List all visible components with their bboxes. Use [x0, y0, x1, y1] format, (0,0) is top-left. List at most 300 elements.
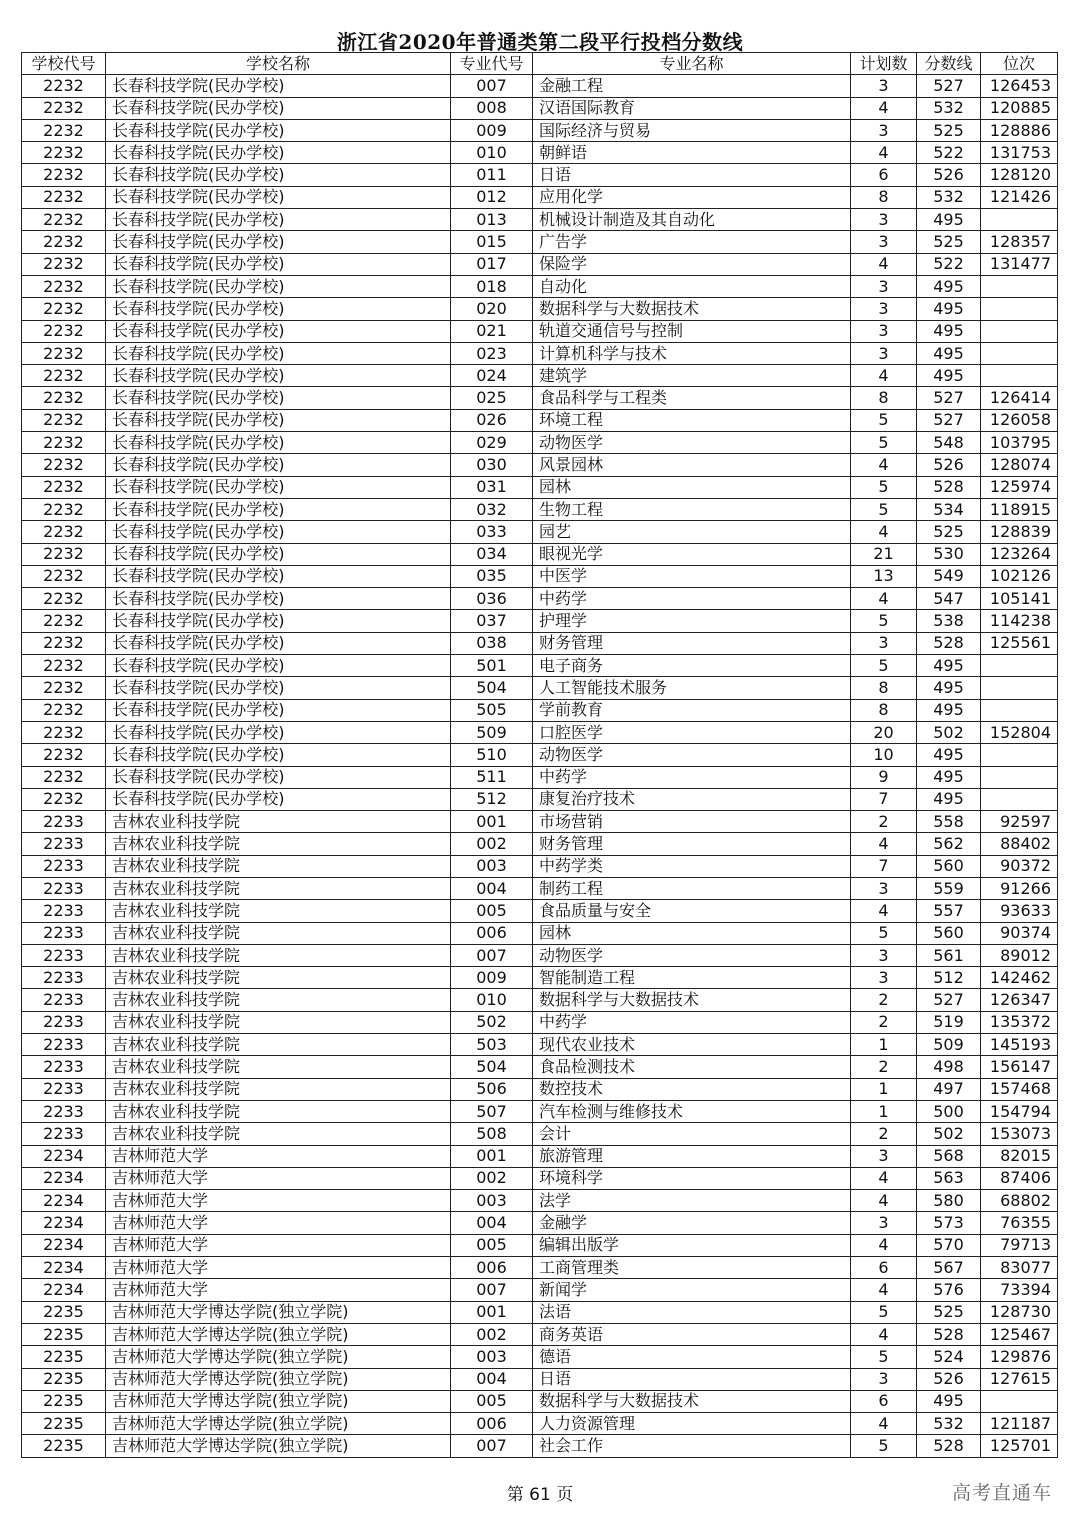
table-row — [22, 632, 1058, 654]
cell-major-name: 现代农业技术 — [533, 1034, 851, 1056]
cell-major-code: 018 — [451, 275, 533, 297]
cell-school-code: 2232 — [22, 655, 106, 677]
cell-rank: 68802 — [981, 1190, 1058, 1212]
cell-rank — [981, 655, 1058, 677]
cell-plan-count: 4 — [851, 142, 917, 164]
cell-score-line: 502 — [917, 721, 981, 743]
cell-school-name: 长春科技学院(民办学校) — [106, 97, 451, 119]
cell-score-line: 495 — [917, 766, 981, 788]
cell-major-code: 007 — [451, 1279, 533, 1301]
table-row — [22, 766, 1058, 788]
header-school-name: 学校名称 — [106, 53, 451, 75]
cell-major-code: 023 — [451, 342, 533, 364]
cell-major-code: 035 — [451, 565, 533, 587]
cell-plan-count: 4 — [851, 1279, 917, 1301]
cell-major-name: 计算机科学与技术 — [533, 342, 851, 364]
cell-school-name: 长春科技学院(民办学校) — [106, 75, 451, 97]
cell-school-code: 2233 — [22, 877, 106, 899]
cell-score-line: 502 — [917, 1123, 981, 1145]
cell-school-code: 2235 — [22, 1301, 106, 1323]
cell-score-line: 495 — [917, 298, 981, 320]
cell-rank — [981, 342, 1058, 364]
table-row — [22, 543, 1058, 565]
cell-school-name: 长春科技学院(民办学校) — [106, 231, 451, 253]
cell-school-code: 2232 — [22, 476, 106, 498]
header-rank: 位次 — [981, 53, 1058, 75]
cell-school-code: 2232 — [22, 543, 106, 565]
cell-major-code: 029 — [451, 432, 533, 454]
cell-major-code: 503 — [451, 1034, 533, 1056]
cell-score-line: 526 — [917, 1368, 981, 1390]
cell-major-name: 建筑学 — [533, 365, 851, 387]
cell-school-code: 2234 — [22, 1167, 106, 1189]
cell-school-code: 2235 — [22, 1413, 106, 1435]
cell-plan-count: 3 — [851, 320, 917, 342]
cell-score-line: 512 — [917, 967, 981, 989]
cell-major-name: 汉语国际教育 — [533, 97, 851, 119]
cell-school-code: 2235 — [22, 1390, 106, 1412]
cell-major-name: 数控技术 — [533, 1078, 851, 1100]
cell-score-line: 527 — [917, 75, 981, 97]
cell-school-code: 2233 — [22, 900, 106, 922]
table-row — [22, 610, 1058, 632]
cell-major-name: 旅游管理 — [533, 1145, 851, 1167]
cell-plan-count: 4 — [851, 588, 917, 610]
cell-major-name: 中药学 — [533, 588, 851, 610]
table-row — [22, 967, 1058, 989]
cell-school-code: 2232 — [22, 632, 106, 654]
cell-score-line: 549 — [917, 565, 981, 587]
cell-school-name: 长春科技学院(民办学校) — [106, 744, 451, 766]
cell-major-code: 502 — [451, 1011, 533, 1033]
cell-school-name: 吉林农业科技学院 — [106, 944, 451, 966]
cell-major-name: 环境工程 — [533, 409, 851, 431]
cell-rank: 87406 — [981, 1167, 1058, 1189]
cell-major-name: 食品质量与安全 — [533, 900, 851, 922]
cell-score-line: 567 — [917, 1257, 981, 1279]
cell-rank: 142462 — [981, 967, 1058, 989]
cell-major-name: 动物医学 — [533, 944, 851, 966]
cell-school-name: 长春科技学院(民办学校) — [106, 253, 451, 275]
cell-rank: 128730 — [981, 1301, 1058, 1323]
cell-rank: 128120 — [981, 164, 1058, 186]
table-row — [22, 1257, 1058, 1279]
cell-school-code: 2232 — [22, 521, 106, 543]
cell-major-name: 市场营销 — [533, 811, 851, 833]
cell-plan-count: 5 — [851, 409, 917, 431]
cell-major-code: 017 — [451, 253, 533, 275]
cell-school-code: 2235 — [22, 1368, 106, 1390]
table-row — [22, 1435, 1058, 1457]
cell-school-name: 吉林师范大学博达学院(独立学院) — [106, 1435, 451, 1457]
cell-school-name: 长春科技学院(民办学校) — [106, 142, 451, 164]
cell-school-name: 吉林农业科技学院 — [106, 833, 451, 855]
cell-major-name: 金融工程 — [533, 75, 851, 97]
cell-school-code: 2233 — [22, 922, 106, 944]
cell-score-line: 526 — [917, 454, 981, 476]
cell-major-name: 自动化 — [533, 275, 851, 297]
cell-score-line: 547 — [917, 588, 981, 610]
cell-school-name: 吉林农业科技学院 — [106, 900, 451, 922]
cell-school-name: 吉林师范大学 — [106, 1167, 451, 1189]
cell-major-code: 007 — [451, 944, 533, 966]
cell-school-code: 2232 — [22, 610, 106, 632]
cell-score-line: 525 — [917, 1301, 981, 1323]
cell-school-name: 长春科技学院(民办学校) — [106, 721, 451, 743]
cell-school-code: 2233 — [22, 1100, 106, 1122]
cell-school-name: 长春科技学院(民办学校) — [106, 588, 451, 610]
cell-school-code: 2233 — [22, 811, 106, 833]
cell-score-line: 495 — [917, 788, 981, 810]
cell-score-line: 525 — [917, 231, 981, 253]
cell-plan-count: 7 — [851, 788, 917, 810]
cell-rank: 152804 — [981, 721, 1058, 743]
table-row — [22, 365, 1058, 387]
cell-school-code: 2232 — [22, 454, 106, 476]
cell-major-code: 006 — [451, 1257, 533, 1279]
cell-major-name: 机械设计制造及其自动化 — [533, 209, 851, 231]
cell-score-line: 580 — [917, 1190, 981, 1212]
table-row — [22, 1234, 1058, 1256]
cell-score-line: 509 — [917, 1034, 981, 1056]
cell-school-code: 2235 — [22, 1346, 106, 1368]
cell-major-code: 008 — [451, 97, 533, 119]
cell-major-code: 005 — [451, 1234, 533, 1256]
cell-score-line: 528 — [917, 632, 981, 654]
cell-major-name: 法语 — [533, 1301, 851, 1323]
cell-score-line: 570 — [917, 1234, 981, 1256]
cell-score-line: 495 — [917, 342, 981, 364]
cell-school-code: 2232 — [22, 209, 106, 231]
cell-school-name: 吉林师范大学博达学院(独立学院) — [106, 1346, 451, 1368]
cell-plan-count: 1 — [851, 1078, 917, 1100]
cell-major-name: 国际经济与贸易 — [533, 119, 851, 141]
cell-score-line: 538 — [917, 610, 981, 632]
cell-plan-count: 2 — [851, 811, 917, 833]
cell-rank: 126347 — [981, 989, 1058, 1011]
cell-school-name: 吉林农业科技学院 — [106, 989, 451, 1011]
cell-major-name: 学前教育 — [533, 699, 851, 721]
cell-school-name: 长春科技学院(民办学校) — [106, 209, 451, 231]
cell-major-name: 财务管理 — [533, 632, 851, 654]
table-row — [22, 1034, 1058, 1056]
cell-plan-count: 1 — [851, 1100, 917, 1122]
cell-rank: 128074 — [981, 454, 1058, 476]
cell-plan-count: 7 — [851, 855, 917, 877]
cell-school-code: 2233 — [22, 944, 106, 966]
cell-major-name: 应用化学 — [533, 186, 851, 208]
cell-plan-count: 8 — [851, 677, 917, 699]
cell-plan-count: 4 — [851, 97, 917, 119]
cell-plan-count: 6 — [851, 1390, 917, 1412]
cell-score-line: 495 — [917, 275, 981, 297]
cell-score-line: 525 — [917, 521, 981, 543]
cell-plan-count: 4 — [851, 454, 917, 476]
cell-rank: 127615 — [981, 1368, 1058, 1390]
cell-rank: 88402 — [981, 833, 1058, 855]
table-row — [22, 1301, 1058, 1323]
cell-rank: 121426 — [981, 186, 1058, 208]
cell-school-code: 2233 — [22, 855, 106, 877]
cell-plan-count: 2 — [851, 989, 917, 1011]
cell-rank: 114238 — [981, 610, 1058, 632]
cell-school-name: 长春科技学院(民办学校) — [106, 454, 451, 476]
cell-rank: 125701 — [981, 1435, 1058, 1457]
cell-rank: 128839 — [981, 521, 1058, 543]
cell-major-name: 康复治疗技术 — [533, 788, 851, 810]
cell-major-name: 朝鲜语 — [533, 142, 851, 164]
cell-score-line: 563 — [917, 1167, 981, 1189]
cell-plan-count: 4 — [851, 253, 917, 275]
cell-major-name: 风景园林 — [533, 454, 851, 476]
cell-rank: 121187 — [981, 1413, 1058, 1435]
cell-rank: 126058 — [981, 409, 1058, 431]
table-row — [22, 900, 1058, 922]
table-row — [22, 1279, 1058, 1301]
cell-school-name: 长春科技学院(民办学校) — [106, 119, 451, 141]
cell-rank: 90372 — [981, 855, 1058, 877]
header-major-code: 专业代号 — [451, 53, 533, 75]
cell-plan-count: 2 — [851, 1011, 917, 1033]
table-row — [22, 565, 1058, 587]
cell-score-line: 522 — [917, 142, 981, 164]
cell-major-code: 512 — [451, 788, 533, 810]
table-row — [22, 855, 1058, 877]
cell-school-code: 2232 — [22, 142, 106, 164]
cell-school-code: 2232 — [22, 298, 106, 320]
cell-major-code: 009 — [451, 119, 533, 141]
cell-school-name: 吉林农业科技学院 — [106, 1078, 451, 1100]
cell-plan-count: 5 — [851, 1301, 917, 1323]
cell-major-name: 动物医学 — [533, 432, 851, 454]
cell-plan-count: 3 — [851, 298, 917, 320]
cell-rank: 118915 — [981, 498, 1058, 520]
cell-school-name: 吉林师范大学 — [106, 1257, 451, 1279]
cell-school-name: 吉林师范大学 — [106, 1234, 451, 1256]
cell-score-line: 558 — [917, 811, 981, 833]
table-row — [22, 142, 1058, 164]
cell-plan-count: 6 — [851, 1257, 917, 1279]
cell-rank: 91266 — [981, 877, 1058, 899]
table-row — [22, 387, 1058, 409]
cell-major-code: 002 — [451, 833, 533, 855]
header-score-line: 分数线 — [917, 53, 981, 75]
cell-score-line: 527 — [917, 387, 981, 409]
cell-major-code: 506 — [451, 1078, 533, 1100]
cell-school-name: 长春科技学院(民办学校) — [106, 298, 451, 320]
cell-major-code: 005 — [451, 1390, 533, 1412]
cell-rank: 131477 — [981, 253, 1058, 275]
cell-school-code: 2233 — [22, 1056, 106, 1078]
table-row — [22, 989, 1058, 1011]
cell-school-name: 长春科技学院(民办学校) — [106, 476, 451, 498]
cell-score-line: 525 — [917, 119, 981, 141]
cell-major-code: 007 — [451, 1435, 533, 1457]
cell-major-name: 轨道交通信号与控制 — [533, 320, 851, 342]
cell-school-name: 吉林农业科技学院 — [106, 1100, 451, 1122]
cell-major-code: 003 — [451, 1346, 533, 1368]
table-row — [22, 833, 1058, 855]
cell-score-line: 497 — [917, 1078, 981, 1100]
cell-major-name: 中药学 — [533, 766, 851, 788]
cell-rank: 129876 — [981, 1346, 1058, 1368]
cell-rank: 131753 — [981, 142, 1058, 164]
cell-major-code: 507 — [451, 1100, 533, 1122]
cell-rank: 120885 — [981, 97, 1058, 119]
cell-school-name: 吉林师范大学 — [106, 1190, 451, 1212]
cell-rank: 90374 — [981, 922, 1058, 944]
cell-score-line: 532 — [917, 1413, 981, 1435]
cell-school-name: 吉林师范大学博达学院(独立学院) — [106, 1413, 451, 1435]
cell-school-code: 2235 — [22, 1435, 106, 1457]
cell-major-code: 010 — [451, 142, 533, 164]
cell-major-name: 汽车检测与维修技术 — [533, 1100, 851, 1122]
cell-rank — [981, 766, 1058, 788]
cell-score-line: 495 — [917, 744, 981, 766]
cell-school-name: 长春科技学院(民办学校) — [106, 342, 451, 364]
cell-school-code: 2232 — [22, 699, 106, 721]
table-header-row — [22, 53, 1058, 75]
cell-major-name: 社会工作 — [533, 1435, 851, 1457]
cell-major-name: 园林 — [533, 922, 851, 944]
table-row — [22, 209, 1058, 231]
cell-school-code: 2233 — [22, 833, 106, 855]
cell-school-name: 长春科技学院(民办学校) — [106, 543, 451, 565]
cell-plan-count: 4 — [851, 1413, 917, 1435]
cell-plan-count: 4 — [851, 1323, 917, 1345]
cell-plan-count: 1 — [851, 1034, 917, 1056]
cell-major-code: 004 — [451, 1368, 533, 1390]
cell-rank: 125561 — [981, 632, 1058, 654]
cell-school-code: 2232 — [22, 342, 106, 364]
cell-major-code: 504 — [451, 1056, 533, 1078]
cell-plan-count: 2 — [851, 1123, 917, 1145]
table-row — [22, 275, 1058, 297]
cell-plan-count: 3 — [851, 209, 917, 231]
cell-school-name: 吉林农业科技学院 — [106, 1123, 451, 1145]
cell-major-name: 金融学 — [533, 1212, 851, 1234]
cell-score-line: 528 — [917, 1323, 981, 1345]
cell-school-name: 长春科技学院(民办学校) — [106, 699, 451, 721]
cell-school-name: 长春科技学院(民办学校) — [106, 275, 451, 297]
cell-score-line: 519 — [917, 1011, 981, 1033]
cell-major-code: 006 — [451, 1413, 533, 1435]
cell-major-name: 编辑出版学 — [533, 1234, 851, 1256]
cell-school-code: 2232 — [22, 766, 106, 788]
cell-score-line: 560 — [917, 855, 981, 877]
cell-rank: 156147 — [981, 1056, 1058, 1078]
table-row — [22, 788, 1058, 810]
cell-rank — [981, 788, 1058, 810]
cell-school-code: 2233 — [22, 1078, 106, 1100]
cell-score-line: 528 — [917, 476, 981, 498]
cell-rank: 125974 — [981, 476, 1058, 498]
table-row — [22, 922, 1058, 944]
cell-rank: 126414 — [981, 387, 1058, 409]
cell-major-code: 509 — [451, 721, 533, 743]
cell-major-name: 日语 — [533, 1368, 851, 1390]
cell-major-code: 508 — [451, 1123, 533, 1145]
cell-plan-count: 20 — [851, 721, 917, 743]
cell-major-code: 021 — [451, 320, 533, 342]
cell-major-code: 003 — [451, 855, 533, 877]
cell-school-name: 长春科技学院(民办学校) — [106, 365, 451, 387]
cell-plan-count: 21 — [851, 543, 917, 565]
cell-major-name: 护理学 — [533, 610, 851, 632]
cell-school-name: 长春科技学院(民办学校) — [106, 610, 451, 632]
cell-school-code: 2233 — [22, 989, 106, 1011]
cell-score-line: 500 — [917, 1100, 981, 1122]
cell-major-name: 中药学 — [533, 1011, 851, 1033]
table-row — [22, 811, 1058, 833]
table-row — [22, 1011, 1058, 1033]
cell-school-name: 吉林农业科技学院 — [106, 1034, 451, 1056]
cell-school-code: 2232 — [22, 498, 106, 520]
cell-major-name: 中药学类 — [533, 855, 851, 877]
cell-school-name: 长春科技学院(民办学校) — [106, 186, 451, 208]
cell-rank — [981, 744, 1058, 766]
cell-score-line: 495 — [917, 677, 981, 699]
cell-score-line: 561 — [917, 944, 981, 966]
cell-rank — [981, 699, 1058, 721]
cell-plan-count: 3 — [851, 275, 917, 297]
table-row — [22, 1123, 1058, 1145]
cell-school-code: 2232 — [22, 744, 106, 766]
cell-school-name: 吉林师范大学 — [106, 1279, 451, 1301]
cell-score-line: 568 — [917, 1145, 981, 1167]
cell-score-line: 530 — [917, 543, 981, 565]
cell-score-line: 527 — [917, 409, 981, 431]
table-row — [22, 677, 1058, 699]
table-row — [22, 588, 1058, 610]
cell-rank: 83077 — [981, 1257, 1058, 1279]
cell-plan-count: 5 — [851, 922, 917, 944]
cell-major-code: 037 — [451, 610, 533, 632]
cell-school-code: 2233 — [22, 967, 106, 989]
cell-major-name: 广告学 — [533, 231, 851, 253]
cell-major-name: 食品科学与工程类 — [533, 387, 851, 409]
cell-score-line: 562 — [917, 833, 981, 855]
cell-score-line: 557 — [917, 900, 981, 922]
cell-school-code: 2233 — [22, 1123, 106, 1145]
cell-major-code: 002 — [451, 1323, 533, 1345]
cell-school-code: 2232 — [22, 275, 106, 297]
table-row — [22, 186, 1058, 208]
cell-rank: 103795 — [981, 432, 1058, 454]
cell-school-code: 2232 — [22, 164, 106, 186]
cell-school-name: 长春科技学院(民办学校) — [106, 432, 451, 454]
cell-major-name: 食品检测技术 — [533, 1056, 851, 1078]
cell-rank: 154794 — [981, 1100, 1058, 1122]
cell-major-name: 新闻学 — [533, 1279, 851, 1301]
table-row — [22, 1212, 1058, 1234]
table-row — [22, 1056, 1058, 1078]
cell-score-line: 495 — [917, 320, 981, 342]
cell-score-line: 495 — [917, 1390, 981, 1412]
cell-school-code: 2233 — [22, 1011, 106, 1033]
cell-rank: 145193 — [981, 1034, 1058, 1056]
cell-school-name: 吉林师范大学 — [106, 1145, 451, 1167]
cell-school-name: 长春科技学院(民办学校) — [106, 677, 451, 699]
cell-major-code: 004 — [451, 877, 533, 899]
cell-plan-count: 2 — [851, 1056, 917, 1078]
cell-plan-count: 8 — [851, 699, 917, 721]
cell-school-code: 2232 — [22, 432, 106, 454]
cell-plan-count: 3 — [851, 944, 917, 966]
cell-score-line: 495 — [917, 655, 981, 677]
cell-score-line: 524 — [917, 1346, 981, 1368]
cell-school-code: 2232 — [22, 677, 106, 699]
